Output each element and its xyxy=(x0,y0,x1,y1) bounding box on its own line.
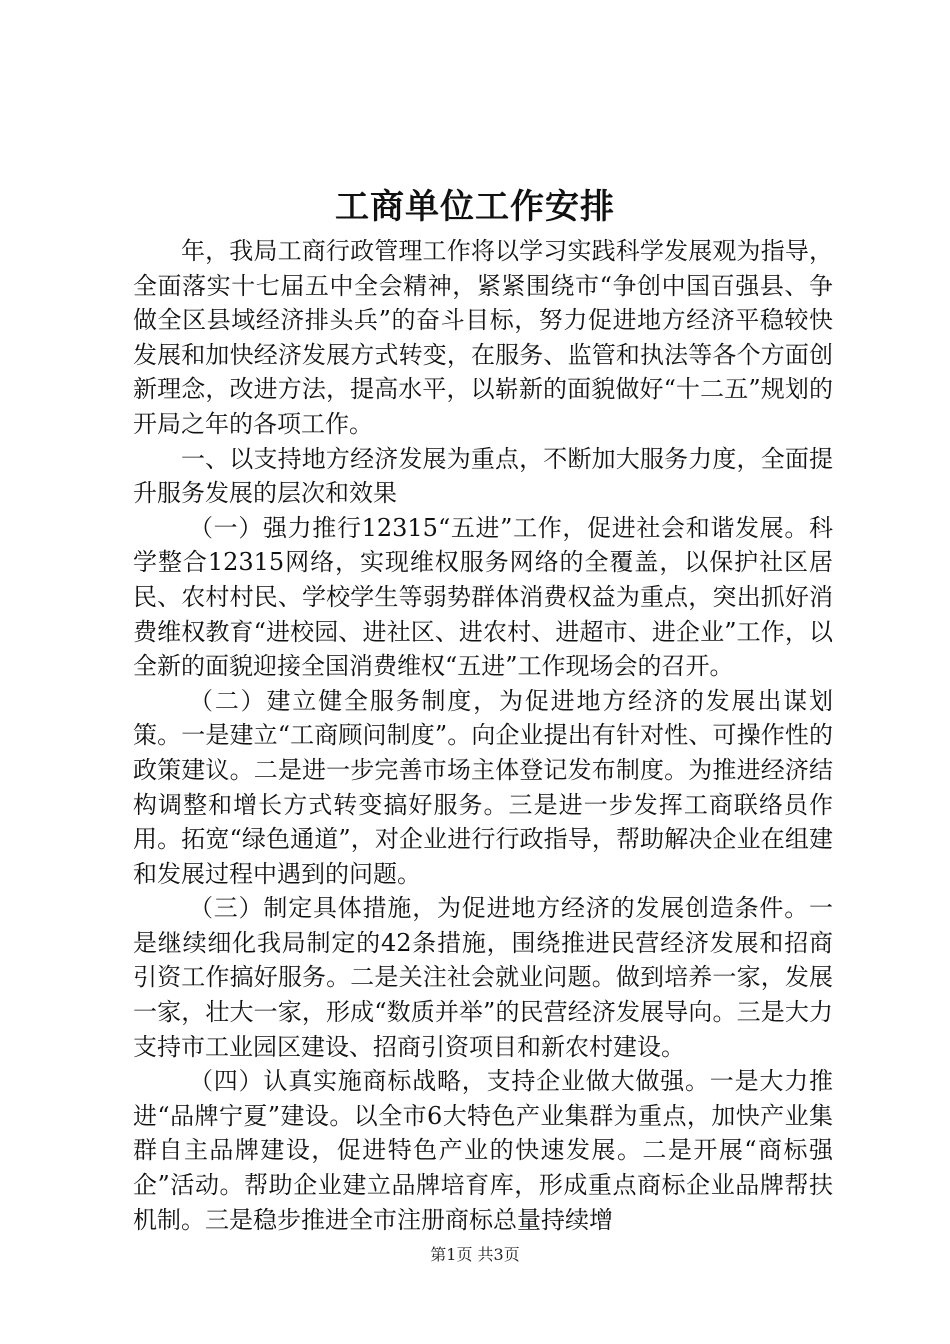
page-number-footer: 第1页 共3页 xyxy=(430,1245,520,1264)
subsection-paragraph-3: （三）制定具体措施，为促进地方经济的发展创造条件。一是继续细化我局制定的42条措施，围绕推进民营经济发展和招商引资工作搞好服务。二是关注社会就业问题。做到培养一家，发展一家，壮大一家，形成“数质并举”的民营经济发展导向。三是大力支持市工业园区建设、招商引资项目和新农村建设。 xyxy=(133,894,833,1061)
intro-paragraph: 年，我局工商行政管理工作将以学习实践科学发展观为指导，全面落实十七届五中全会精神，紧紧围绕市“争创中国百强县、争做全区县域经济排头兵”的奋斗目标，努力促进地方经济平稳较快发展和加快经济发展方式转变，在服务、监管和执法等各个方面创新理念，改进方法，提高水平，以崭新的面貌做好“十二五”规划的开局之年的各项工作。 xyxy=(133,237,833,438)
subsection-paragraph-1: （一）强力推行12315“五进”工作，促进社会和谐发展。科学整合12315网络，实现维权服务网络的全覆盖，以保护社区居民、农村村民、学校学生等弱势群体消费权益为重点，突出抓好消费维权教育“进校园、进社区、进农村、进超市、进企业”工作，以全新的面貌迎接全国消费维权“五进”工作现场会的召开。 xyxy=(133,513,833,681)
section-heading-1: 一、以支持地方经济发展为重点，不断加大服务力度，全面提升服务发展的层次和效果 xyxy=(133,444,833,508)
subsection-paragraph-4: （四）认真实施商标战略，支持企业做大做强。一是大力推进“品牌宁夏”建设。以全市6大特色产业集群为重点，加快产业集群自主品牌建设，促进特色产业的快速发展。二是开展“商标强企”活动。帮助企业建立品牌培育库，形成重点商标企业品牌帮扶机制。三是稳步推进全市注册商标总量持续增 xyxy=(133,1067,833,1234)
document-title: 工商单位工作安排 xyxy=(335,187,615,227)
subsection-paragraph-2: （二）建立健全服务制度，为促进地方经济的发展出谋划策。一是建立“工商顾问制度”。向企业提出有针对性、可操作性的政策建议。二是进一步完善市场主体登记发布制度。为推进经济结构调整和增长方式转变搞好服务。三是进一步发挥工商联络员作用。拓宽“绿色通道”，对企业进行行政指导，帮助解决企业在组建和发展过程中遇到的问题。 xyxy=(133,686,833,888)
document-body xyxy=(133,234,833,1237)
